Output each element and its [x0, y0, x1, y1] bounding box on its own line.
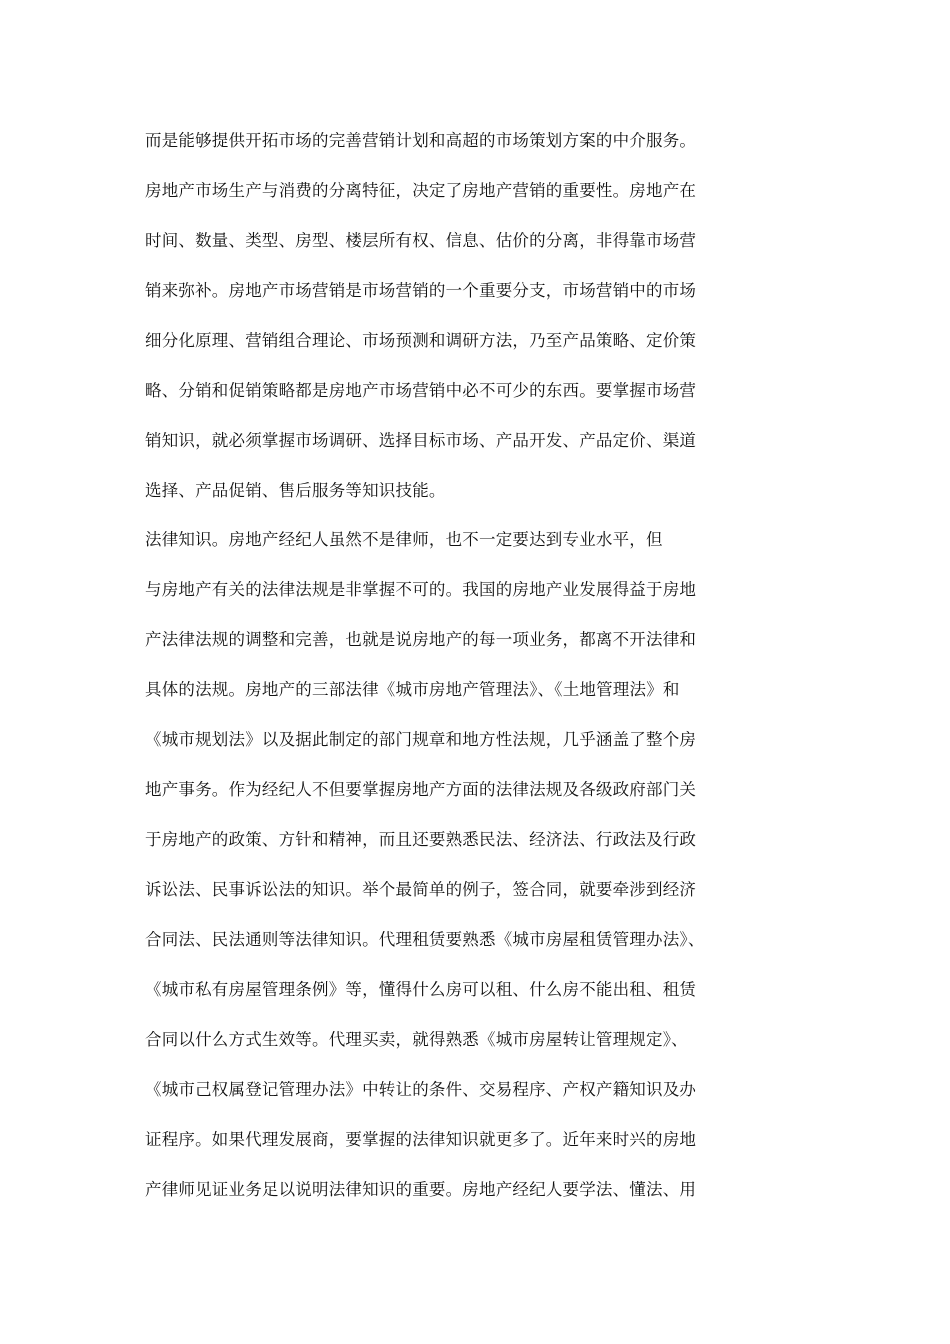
text-line: 具体的法规。房地产的三部法律《城市房地产管理法》、《土地管理法》和 — [145, 680, 680, 699]
text-line: 略、分销和促销策略都是房地产市场营销中必不可少的东西。要掌握市场营 — [145, 381, 697, 400]
text-line: 地产事务。作为经纪人不但要掌握房地产方面的法律法规及各级政府部门关 — [145, 780, 697, 799]
text-line: 产法律法规的调整和完善，也就是说房地产的每一项业务，都离不开法律和 — [145, 630, 697, 649]
text-line: 细分化原理、营销组合理论、市场预测和调研方法，乃至产品策略、定价策 — [145, 331, 697, 350]
text-line: 销知识，就必须掌握市场调研、选择目标市场、产品开发、产品定价、渠道 — [145, 431, 697, 450]
text-line: 《城市规划法》以及据此制定的部门规章和地方性法规，几乎涵盖了整个房 — [145, 730, 697, 749]
text-line: 《城市私有房屋管理条例》等，懂得什么房可以租、什么房不能出租、租赁 — [145, 980, 697, 999]
text-line: 房地产市场生产与消费的分离特征，决定了房地产营销的重要性。房地产在 — [145, 181, 697, 200]
text-line: 《城市己权属登记管理办法》中转让的条件、交易程序、产权产籍知识及办 — [145, 1080, 697, 1099]
text-line: 合同法、民法通则等法律知识。代理租赁要熟悉《城市房屋租赁管理办法》、 — [145, 930, 705, 949]
text-line: 时间、数量、类型、房型、楼层所有权、信息、估价的分离，非得靠市场营 — [145, 231, 697, 250]
text-line: 合同以什么方式生效等。代理买卖，就得熟悉《城市房屋转让管理规定》、 — [145, 1030, 688, 1049]
text-line: 证程序。如果代理发展商，要掌握的法律知识就更多了。近年来时兴的房地 — [145, 1130, 697, 1149]
text-line: 与房地产有关的法律法规是非掌握不可的。我国的房地产业发展得益于房地 — [145, 580, 697, 599]
text-line: 法律知识。房地产经纪人虽然不是律师，也不一定要达到专业水平，但 — [145, 530, 663, 549]
text-line: 销来弥补。房地产市场营销是市场营销的一个重要分支，市场营销中的市场 — [145, 281, 697, 300]
text-line: 于房地产的政策、方针和精神，而且还要熟悉民法、经济法、行政法及行政 — [145, 830, 697, 849]
text-line: 产律师见证业务足以说明法律知识的重要。房地产经纪人要学法、懂法、用 — [145, 1180, 697, 1199]
text-line: 选择、产品促销、售后服务等知识技能。 — [145, 481, 446, 500]
text-line: 诉讼法、民事诉讼法的知识。举个最简单的例子，签合同，就要牵涉到经济 — [145, 880, 697, 899]
text-line: 而是能够提供开拓市场的完善营销计划和高超的市场策划方案的中介服务。 — [145, 131, 697, 150]
